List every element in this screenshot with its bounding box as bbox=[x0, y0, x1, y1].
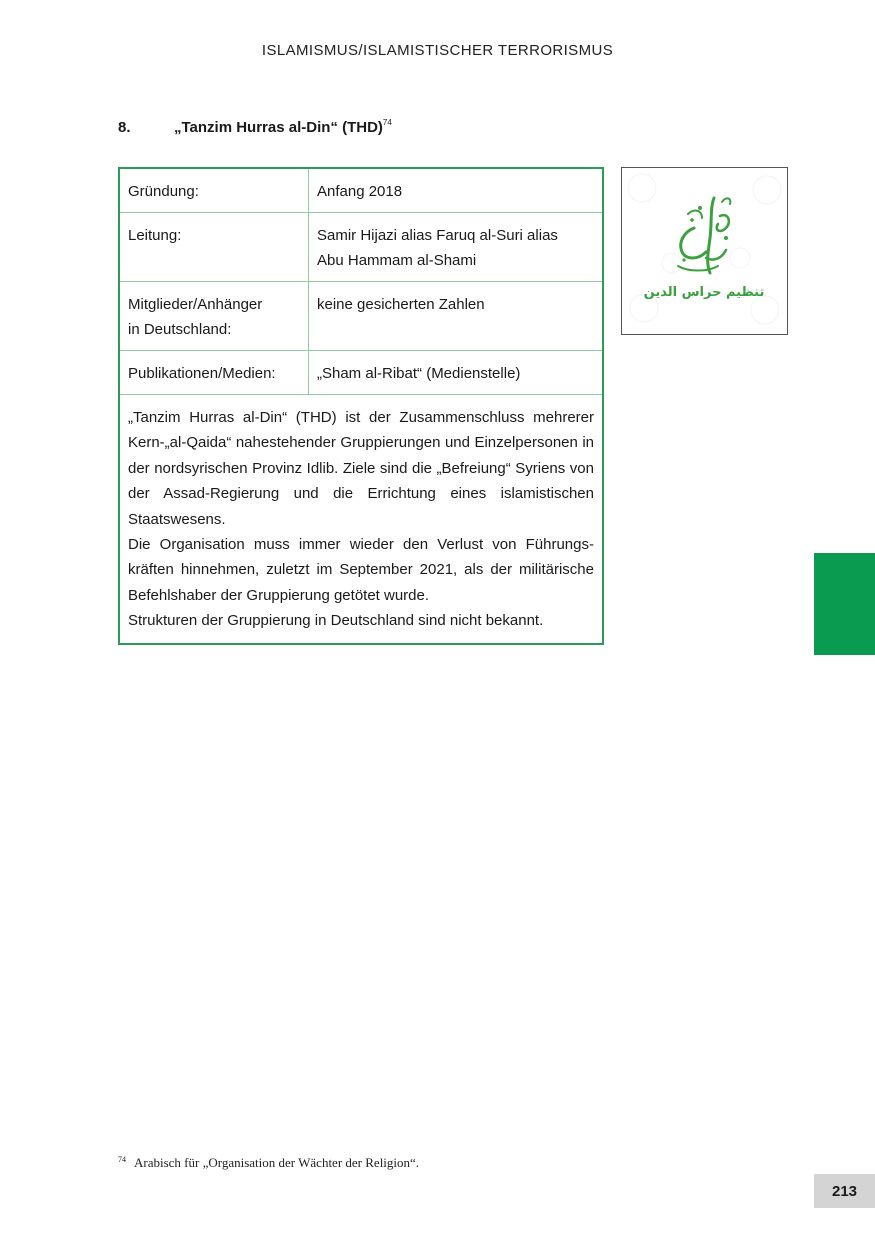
table-row-publications bbox=[120, 351, 602, 395]
page-number: 213 bbox=[814, 1174, 875, 1208]
description-paragraph: Die Organisation muss immer wieder den Verlust von Führungskräften hinnehmen, zuletzt im September 2021, als der militärische Befehlshaber der Gruppierung getötet wurde. bbox=[128, 536, 594, 604]
section-heading bbox=[118, 118, 392, 136]
section-number: 8. bbox=[118, 119, 131, 136]
description-text bbox=[120, 395, 602, 643]
leadership-value-line: Samir Hijazi alias Faruq al-Suri alias bbox=[317, 227, 558, 244]
footnote bbox=[118, 1155, 419, 1171]
footnote-marker: 74 bbox=[118, 1155, 126, 1164]
description-paragraph: „Tanzim Hurras al-Din“ (THD) ist der Zusammenschluss mehrerer Kern-„al-Qaida“ nahestehender Gruppierungen und Einzelpersonen in der nordsyrischen Provinz Idlib. Ziele sind die „Befreiung“ Syriens von der Assad-Regierung und die Errichtung eines islamistischen Staatswesens. bbox=[128, 409, 594, 528]
description-paragraph: Strukturen der Gruppierung in Deutschland sind nicht bekannt. bbox=[128, 612, 544, 630]
table-row-leadership bbox=[120, 213, 602, 282]
organization-logo bbox=[621, 167, 788, 335]
founding-value: Anfang 2018 bbox=[317, 183, 403, 200]
members-label bbox=[120, 282, 309, 350]
leadership-label: Leitung: bbox=[120, 213, 309, 281]
members-value: keine gesicherten Zahlen bbox=[317, 296, 485, 313]
logo-caption: تنظيم حراس الدين bbox=[643, 285, 765, 300]
footnote-text: Arabisch für „Organisation der Wächter der Religion“. bbox=[134, 1155, 420, 1170]
founding-label: Gründung: bbox=[120, 169, 309, 212]
members-label-line: Mitglieder/Anhänger bbox=[128, 296, 263, 313]
section-title: „Tanzim Hurras al-Din“ (THD) bbox=[174, 119, 383, 136]
publications-label: Publikationen/Medien: bbox=[120, 351, 309, 394]
profile-table bbox=[118, 167, 604, 645]
running-header: ISLAMISMUS/ISLAMISTISCHER TERRORISMUS bbox=[261, 42, 614, 59]
table-row-members bbox=[120, 282, 602, 351]
calligraphy-emblem-icon bbox=[622, 168, 787, 334]
leadership-value-line: Abu Hammam al-Shami bbox=[317, 252, 477, 269]
footnote-reference[interactable]: 74 bbox=[382, 118, 392, 127]
chapter-tab-marker bbox=[814, 553, 875, 655]
members-label-line: in Deutschland: bbox=[128, 321, 232, 338]
leadership-value bbox=[309, 213, 602, 281]
table-row-founding bbox=[120, 169, 602, 213]
publications-value: „Sham al-Ribat“ (Medienstelle) bbox=[317, 365, 521, 382]
